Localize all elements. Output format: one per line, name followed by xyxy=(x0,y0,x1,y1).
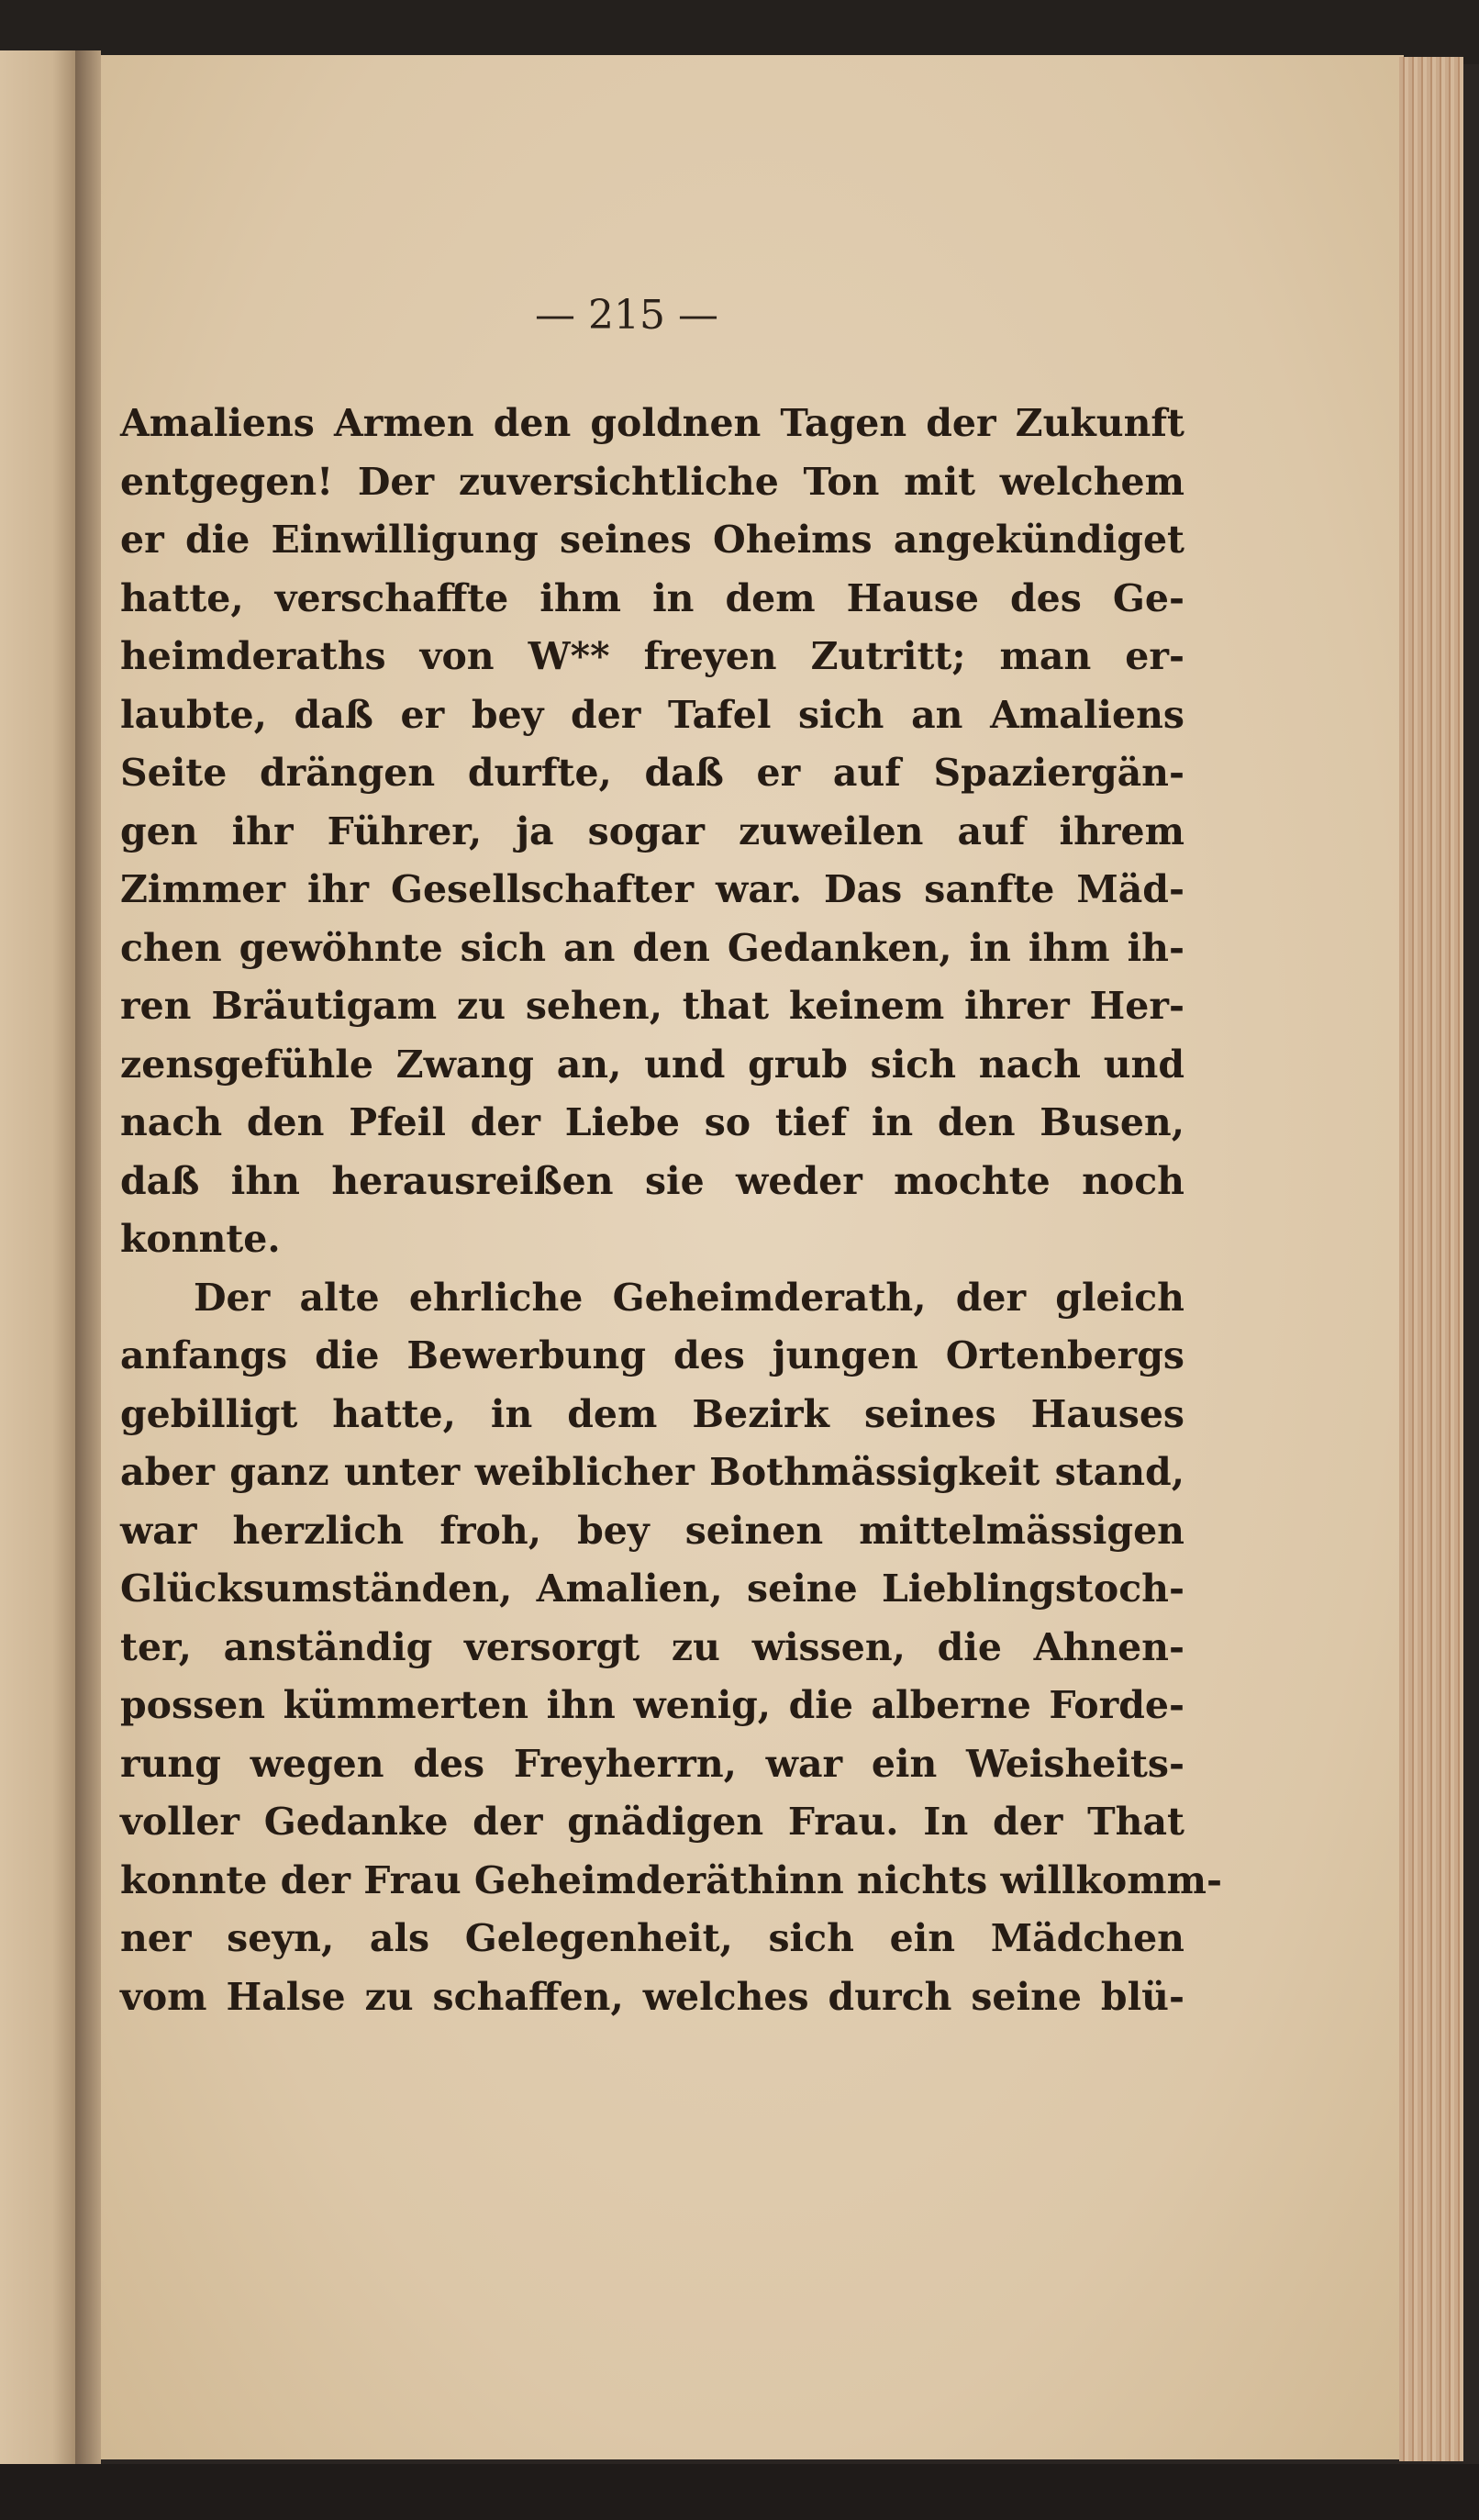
text-line: entgegen! Der zuversichtliche Ton mit welchem xyxy=(120,459,1184,504)
page-number: — 215 — xyxy=(535,292,718,339)
text-line: anfangs die Bewerbung des jungen Ortenbergs xyxy=(120,1333,1184,1377)
text-line: possen kümmerten ihn wenig, die alberne Forde- xyxy=(120,1683,1184,1727)
text-line: rung wegen des Freyherrn, war ein Weisheits- xyxy=(120,1741,1184,1786)
text-line: war herzlich froh, bey seinen mittelmässigen xyxy=(120,1508,1184,1553)
text-line: ner seyn, als Gelegenheit, sich ein Mädchen xyxy=(120,1916,1184,1960)
text-line: er die Einwilligung seines Oheims angekündiget xyxy=(120,518,1184,562)
text-line: Amaliens Armen den goldnen Tagen der Zukunft xyxy=(120,401,1184,445)
text-line: gebilligt hatte, in dem Bezirk seines Hauses xyxy=(120,1391,1184,1436)
facing-page-edge xyxy=(0,50,75,2464)
text-line: konnte. xyxy=(120,1217,281,1261)
text-line: gen ihr Führer, ja sogar zuweilen auf ihrem xyxy=(120,808,1184,853)
page-stack-edges xyxy=(1399,57,1463,2461)
text-line: ren Bräutigam zu sehen, that keinem ihrer Her- xyxy=(120,984,1184,1028)
text-line: voller Gedanke der gnädigen Frau. In der That xyxy=(120,1800,1184,1844)
text-line: aber ganz unter weiblicher Bothmässigkeit stand, xyxy=(120,1450,1184,1494)
text-line: zensgefühle Zwang an, und grub sich nach und xyxy=(120,1042,1184,1087)
text-line: Seite drängen durfte, daß er auf Spaziergän- xyxy=(120,751,1184,795)
text-line: konnte der Frau Geheimderäthinn nichts willkomm- xyxy=(120,1857,1223,1902)
text-line: laubte, daß er bey der Tafel sich an Amaliens xyxy=(120,692,1184,737)
text-line: heimderaths von W** freyen Zutritt; man er- xyxy=(120,634,1184,678)
text-line: nach den Pfeil der Liebe so tief in den Busen, xyxy=(120,1100,1184,1144)
text-line: vom Halse zu schaffen, welches durch seine blü- xyxy=(120,1974,1184,2019)
text-line: Der alte ehrliche Geheimderath, der gleich xyxy=(194,1275,1184,1320)
scan-background-bottom xyxy=(0,2464,1479,2520)
text-line: daß ihn herausreißen sie weder mochte noch xyxy=(120,1158,1184,1203)
text-line: Zimmer ihr Gesellschafter war. Das sanfte Mäd- xyxy=(120,867,1184,911)
text-line: chen gewöhnte sich an den Gedanken, in ihm ih- xyxy=(120,925,1184,970)
book-gutter xyxy=(75,50,101,2464)
text-line: Glücksumständen, Amalien, seine Lieblingstoch- xyxy=(120,1567,1184,1611)
body-text xyxy=(120,395,1223,2026)
text-line: hatte, verschaffte ihm in dem Hause des Ge- xyxy=(120,575,1184,620)
text-line: ter, anständig versorgt zu wissen, die Ahnen- xyxy=(120,1624,1184,1669)
